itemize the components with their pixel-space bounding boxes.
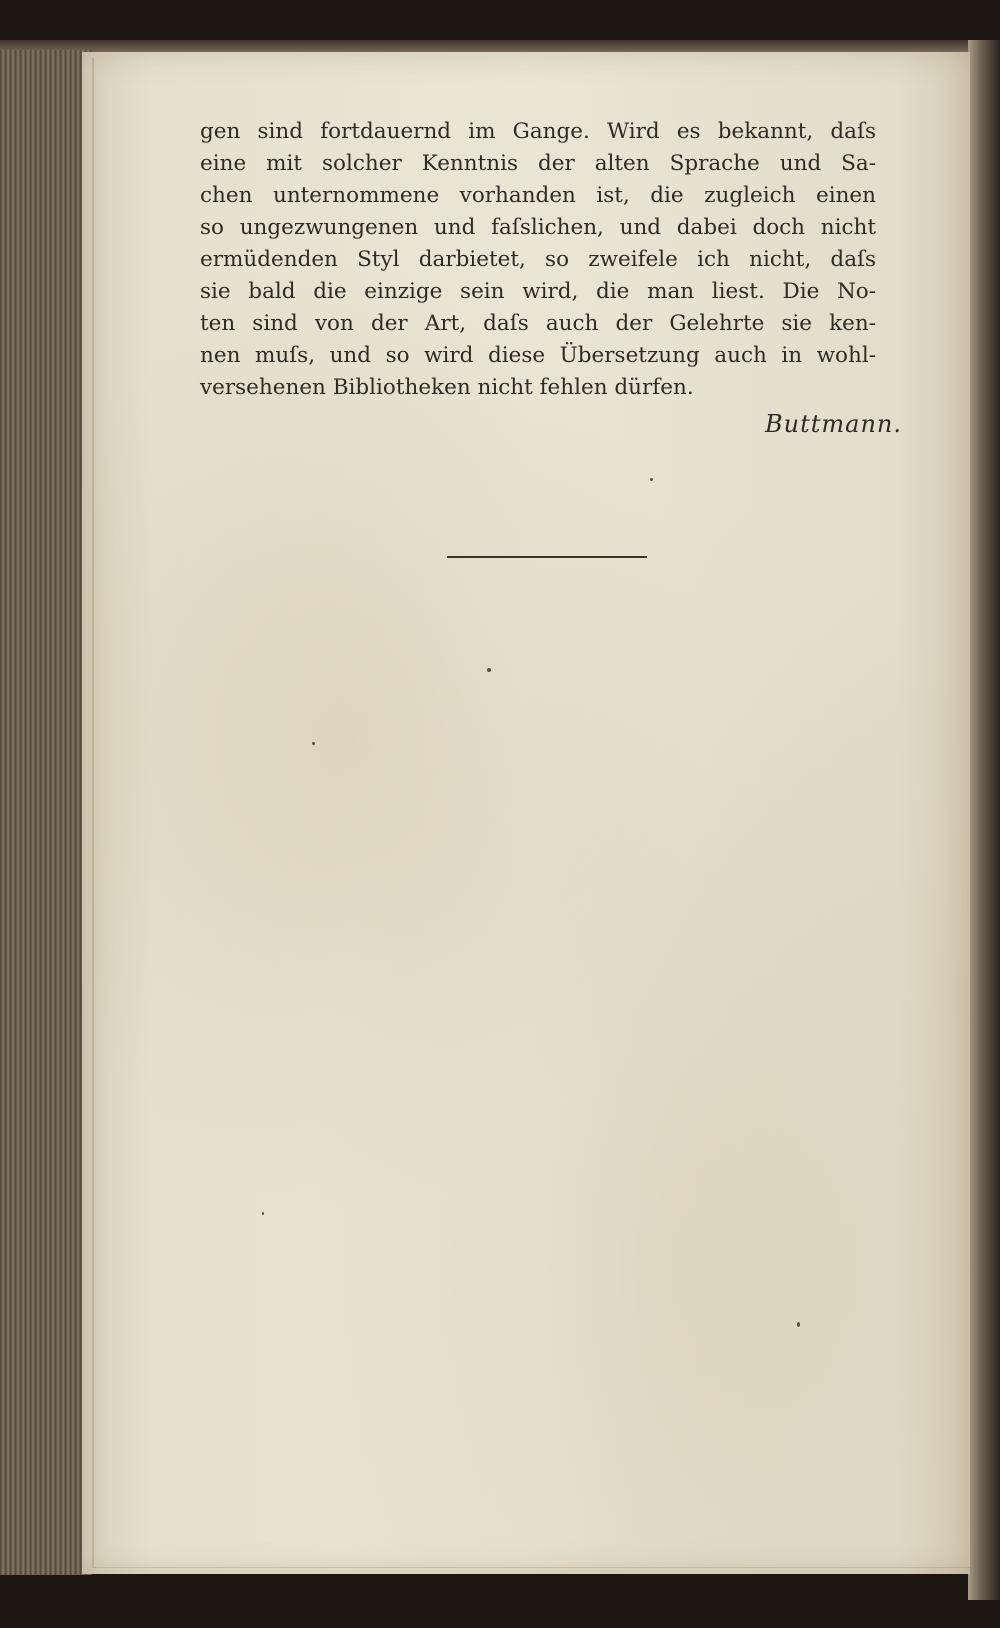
text-line: sie bald die einzige sein wird, die man liest. Die No- xyxy=(200,279,876,304)
paper-speck xyxy=(487,668,491,672)
section-divider-rule xyxy=(447,556,647,558)
paper-speck xyxy=(312,742,315,745)
body-text xyxy=(200,116,876,404)
author-signature: Buttmann. xyxy=(765,410,902,438)
paper-speck xyxy=(797,1322,800,1327)
text-line: so ungezwungenen und faſslichen, und dabei doch nicht xyxy=(200,215,876,240)
paper-speck xyxy=(262,1212,264,1215)
book-right-edge xyxy=(968,40,1000,1600)
text-line: ermüdenden Styl darbietet, so zweifele ich nicht, daſs xyxy=(200,247,876,272)
text-line: ten sind von der Art, daſs auch der Gelehrte sie ken- xyxy=(200,311,876,336)
book-page xyxy=(82,52,970,1574)
text-line: nen muſs, und so wird diese Übersetzung auch in wohl- xyxy=(200,343,876,368)
page-stack-edge xyxy=(0,50,92,1575)
text-line: versehenen Bibliotheken nicht fehlen dürfen. xyxy=(200,375,694,400)
text-line: gen sind fortdauernd im Gange. Wird es bekannt, daſs xyxy=(200,119,876,144)
text-line: eine mit solcher Kenntnis der alten Sprache und Sa- xyxy=(200,151,876,176)
text-line: chen unternommene vorhanden ist, die zugleich einen xyxy=(200,183,876,208)
paper-speck xyxy=(650,478,653,481)
